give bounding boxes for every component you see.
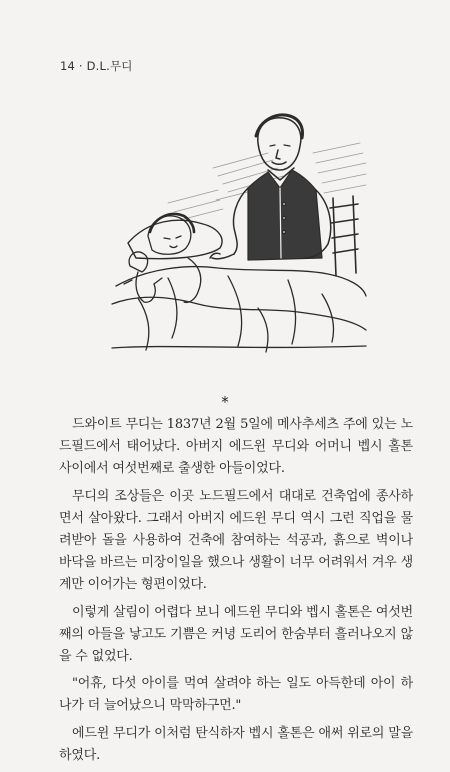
paragraph: 에드윈 무디가 이처럼 탄식하자 벱시 홀톤은 애써 위로의 말을 하였다. bbox=[59, 725, 413, 763]
section-divider: * bbox=[221, 393, 229, 411]
bleed-through-texture bbox=[65, 350, 395, 384]
running-title: D.L.무디 bbox=[86, 59, 133, 73]
illustration-father-by-bed bbox=[108, 108, 370, 358]
paragraph: 무디의 조상들은 이곳 노드필드에서 대대로 건축업에 종사하면서 살아왔다. 그래서 아버지 에드윈 무디 역시 그런 직업을 물려받아 돌을 사용하여 건축에 참여하는 석공과, 흙으로 벽이나 바닥을 바르는 미장이일을 했으나 생활이 너무 어려워서 겨우 생계만 이어가는 형편이었다. bbox=[59, 488, 413, 593]
paragraph: "어휴, 다섯 아이를 먹여 살려야 하는 일도 아득한데 아이 하나가 더 늘어났으니 막막하구먼." bbox=[59, 676, 413, 714]
blanket bbox=[112, 267, 366, 352]
father-figure bbox=[210, 115, 331, 260]
paragraph: 드와이트 무디는 1837년 2월 5일에 메사추세츠 주에 있는 노드필드에서 태어났다. 아버지 에드윈 무디와 어머니 벱시 홀톤 사이에서 여섯번째로 출생한 아들이었다. bbox=[59, 417, 413, 477]
page-number: 14 bbox=[60, 59, 76, 73]
bed-frame bbox=[330, 196, 358, 276]
body-text bbox=[59, 414, 413, 772]
running-head bbox=[60, 58, 133, 74]
header-separator: · bbox=[78, 59, 83, 73]
paragraph: 이렇게 살림이 어렵다 보니 에드윈 무디와 벱시 홀톤은 여섯번째의 아들을 낳고도 기쁨은 커녕 도리어 한숨부터 흘러나오지 않을 수 없었다. bbox=[59, 604, 413, 665]
